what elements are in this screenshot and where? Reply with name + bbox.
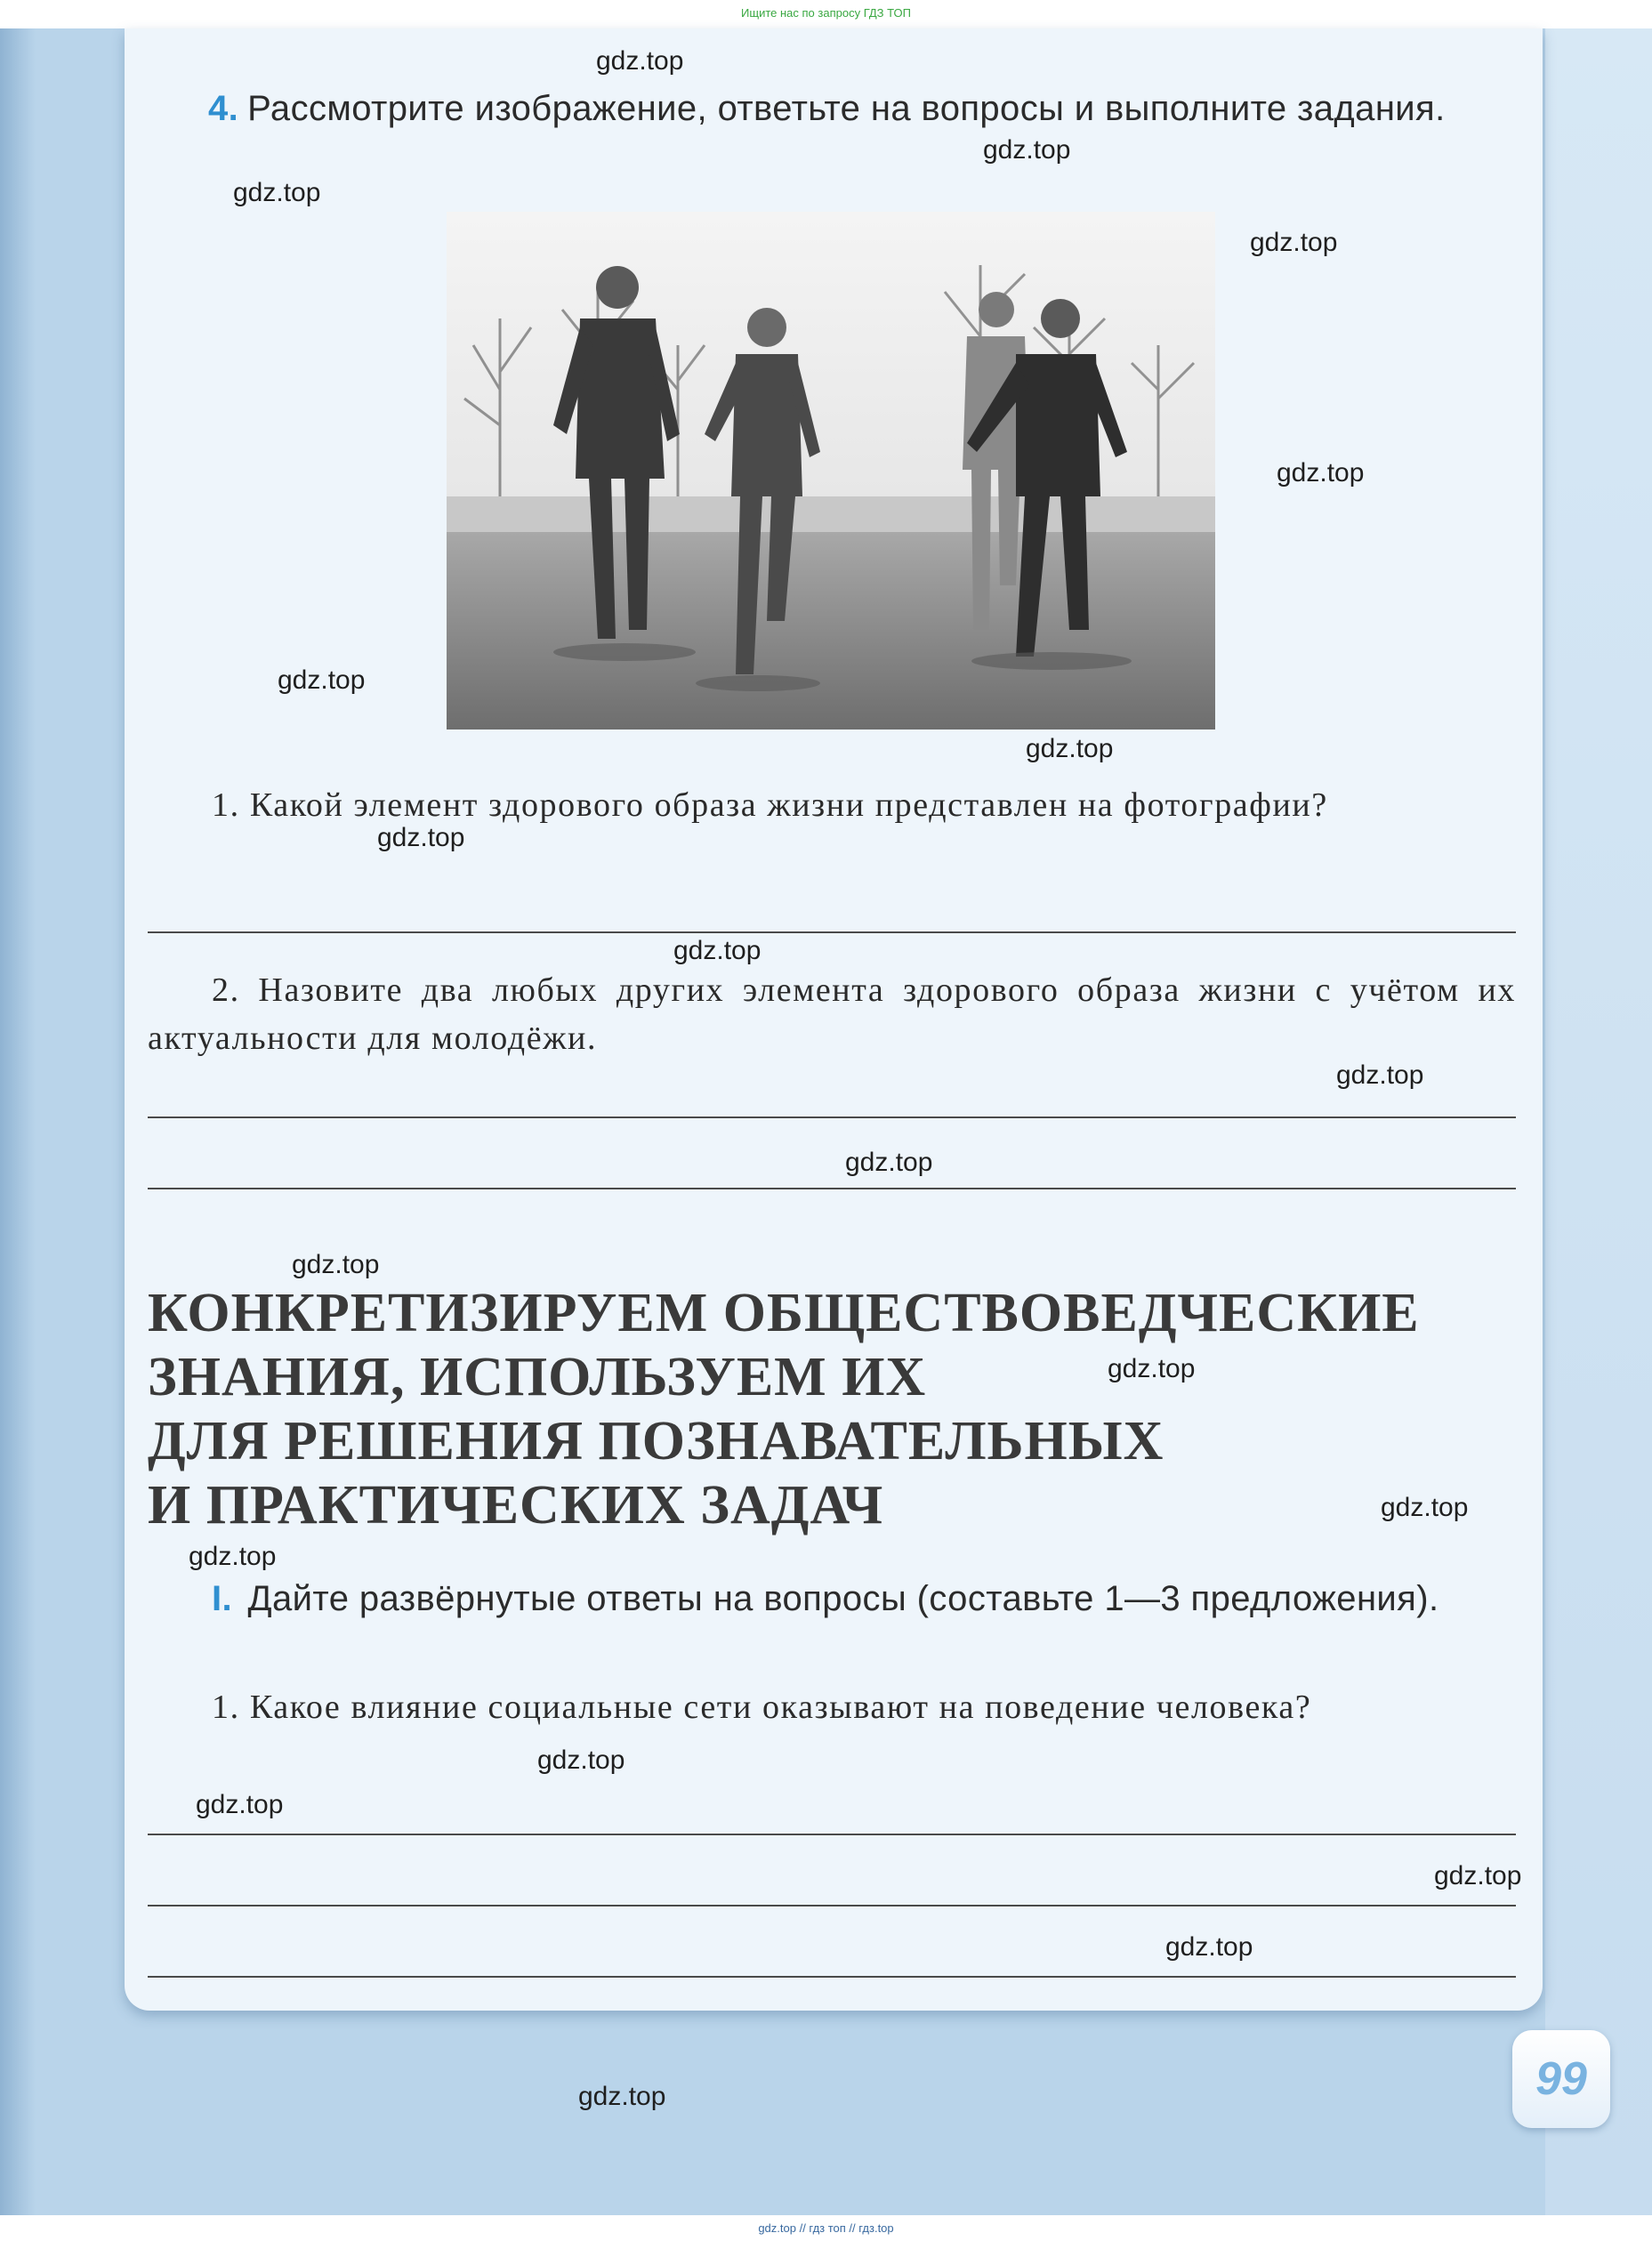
watermark: gdz.top bbox=[845, 1148, 933, 1177]
question-number: 1. bbox=[212, 786, 240, 824]
watermark: gdz.top bbox=[196, 1790, 284, 1819]
answer-line[interactable] bbox=[148, 1905, 1516, 1906]
watermark: gdz.top bbox=[292, 1250, 380, 1279]
watermark: gdz.top bbox=[1026, 734, 1114, 763]
task-text: Рассмотрите изображение, ответьте на вопросы и выполните задания. bbox=[247, 89, 1446, 128]
photo-teenagers-running bbox=[447, 212, 1215, 730]
watermark: gdz.top bbox=[233, 178, 321, 207]
question-number: 1. bbox=[212, 1689, 240, 1726]
question-I-1 bbox=[148, 1683, 1516, 1731]
task-I-heading bbox=[148, 1575, 1516, 1623]
watermark: gdz.top bbox=[1434, 1861, 1522, 1890]
section-heading-line: ДЛЯ РЕШЕНИЯ ПОЗНАВАТЕЛЬНЫХ bbox=[148, 1411, 1164, 1471]
watermark: gdz.top bbox=[1277, 458, 1365, 488]
watermark: gdz.top bbox=[983, 135, 1071, 165]
question-text: Назовите два любых других элемента здорового образа жизни с учётом их актуальности для молодёжи. bbox=[148, 971, 1516, 1057]
watermark: gdz.top bbox=[1250, 228, 1338, 257]
answer-line[interactable] bbox=[148, 1116, 1516, 1118]
page-margin bbox=[1545, 28, 1652, 2215]
watermark: gdz.top bbox=[673, 936, 762, 965]
page-number: 99 bbox=[1535, 2053, 1587, 2105]
watermark: gdz.top bbox=[578, 2082, 666, 2111]
watermark: gdz.top bbox=[278, 665, 366, 695]
watermark: gdz.top bbox=[377, 823, 465, 852]
task-number: I. bbox=[212, 1579, 233, 1618]
running-photo-illustration bbox=[447, 212, 1215, 730]
watermark: gdz.top bbox=[1165, 1932, 1253, 1962]
section-heading-line: ЗНАНИЯ, ИСПОЛЬЗУЕМ ИХ bbox=[148, 1347, 927, 1407]
watermark: gdz.top bbox=[189, 1542, 277, 1571]
answer-line[interactable] bbox=[148, 1976, 1516, 1978]
bottom-banner: gdz.top // гдз топ // гдз.top bbox=[0, 2215, 1652, 2241]
section-heading-line: КОНКРЕТИЗИРУЕМ ОБЩЕСТВОВЕДЧЕСКИЕ bbox=[148, 1283, 1420, 1343]
question-text: Какой элемент здорового образа жизни представлен на фотографии? bbox=[249, 786, 1328, 824]
question-text: Какое влияние социальные сети оказывают на поведение человека? bbox=[249, 1689, 1312, 1726]
watermark: gdz.top bbox=[596, 46, 684, 76]
task-number: 4. bbox=[208, 89, 239, 128]
answer-line[interactable] bbox=[148, 931, 1516, 933]
question-1 bbox=[148, 781, 1516, 829]
page-number-badge bbox=[1512, 2030, 1610, 2128]
watermark: gdz.top bbox=[1108, 1354, 1196, 1383]
watermark: gdz.top bbox=[1381, 1493, 1469, 1522]
watermark: gdz.top bbox=[1336, 1060, 1424, 1090]
task-4-heading bbox=[144, 85, 1514, 132]
answer-line[interactable] bbox=[148, 1188, 1516, 1189]
task-text: Дайте развёрнутые ответы на вопросы (составьте 1—3 предложения). bbox=[247, 1579, 1439, 1618]
section-heading bbox=[148, 1281, 1535, 1537]
page-spine-shadow bbox=[0, 28, 36, 2215]
section-heading-line: И ПРАКТИЧЕСКИХ ЗАДАЧ bbox=[148, 1475, 884, 1536]
top-banner: Ищите нас по запросу ГДЗ ТОП bbox=[0, 0, 1652, 28]
watermark: gdz.top bbox=[537, 1745, 625, 1775]
answer-line[interactable] bbox=[148, 1834, 1516, 1835]
question-2 bbox=[148, 966, 1516, 1062]
question-number: 2. bbox=[212, 971, 240, 1009]
